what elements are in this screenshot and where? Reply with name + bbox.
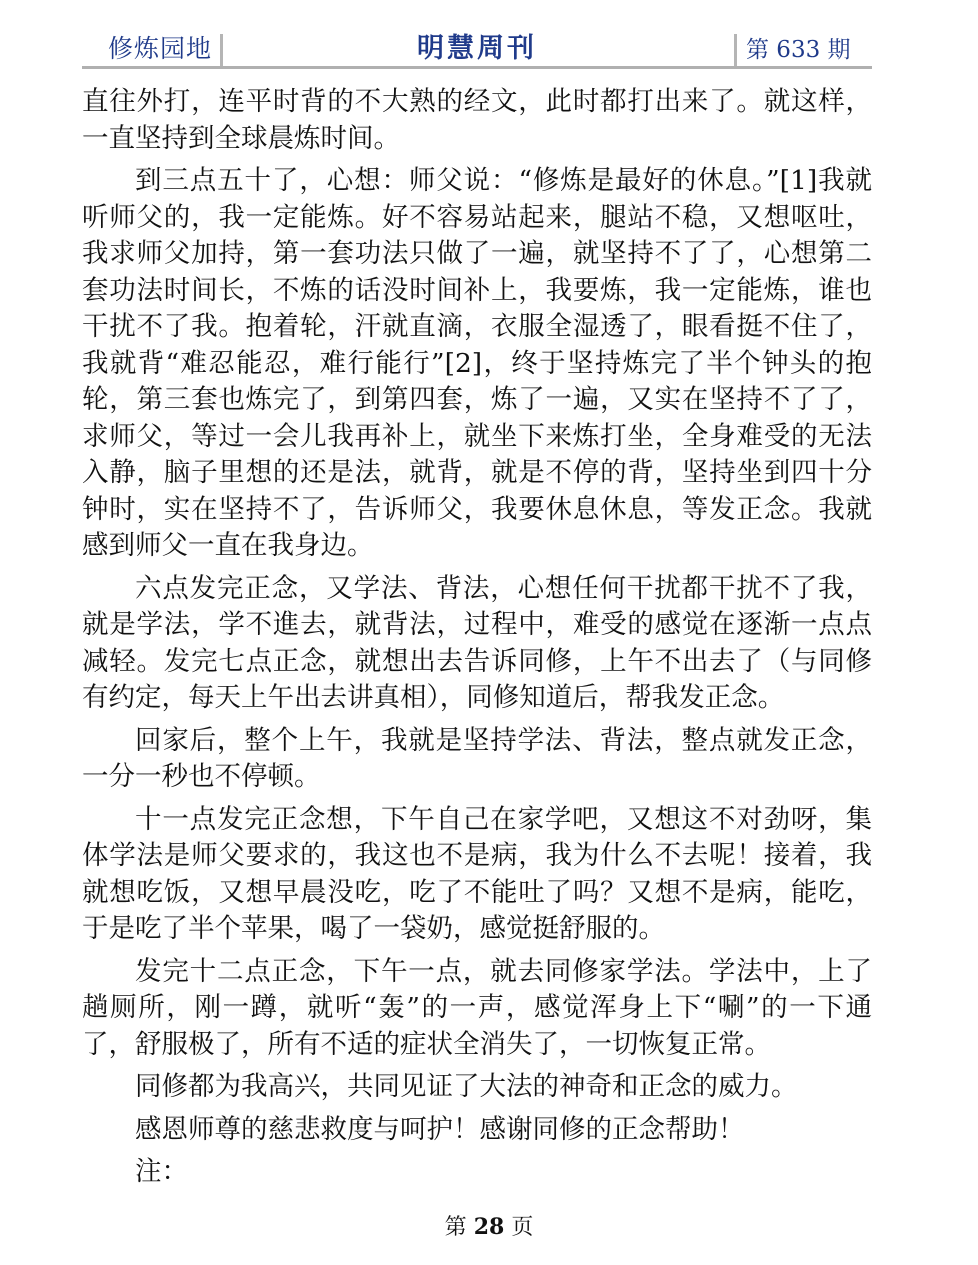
- paragraph: 直往外打，连平时背的不大熟的经文，此时都打出来了。就这样，一直坚持到全球晨炼时间。: [82, 86, 872, 154]
- header-rule: [82, 66, 872, 69]
- paragraph: 到三点五十了，心想：师父说：“修炼是最好的休息。”[1]我就听师父的，我一定能炼。好不容易站起来，腿站不稳，又想呕吐，我求师父加持，第一套功法只做了一遍，就坚持不了了，心想第二套功法时间长，不炼的话没时间补上，我要炼，我一定能炼，谁也干扰不了我。抱着轮，汗就直滴，衣服全湿透了，眼看挺不住了，我就背“难忍能忍，难行能行”[2]，终于坚持炼完了半个钟头的抱轮，第三套也炼完了，到第四套，炼了一遍，又实在坚持不了了，求师父，等过一会儿我再补上，就坐下来炼打坐，全身难受的无法入静，脑子里想的还是法，就背，就是不停的背，坚持坐到四十分钟时，实在坚持不了，告诉师父，我要休息休息，等发正念。我就感到师父一直在我身边。: [82, 165, 872, 561]
- paragraph: 感恩师尊的慈悲救度与呵护！感谢同修的正念帮助！: [135, 1113, 745, 1145]
- paragraph: 六点发完正念，又学法、背法，心想任何干扰都干扰不了我，就是学法，学不進去，就背法，过程中，难受的感觉在逐渐一点点减轻。发完七点正念，就想出去告诉同修，上午不出去了（与同修有约定，每天上午出去讲真相），同修知道后，帮我发正念。: [82, 572, 872, 713]
- page-header: [82, 28, 872, 68]
- paragraph: 十一点发完正念想，下午自己在家学吧，又想这不对劲呀，集体学法是师父要求的，我这也不是病，我为什么不去呢！接着，我就想吃饭，又想早晨没吃，吃了不能吐了吗？又想不是病，能吃，于是吃了半个苹果，喝了一袋奶，感觉挺舒服的。: [82, 803, 872, 944]
- page-suffix: 页: [511, 1215, 534, 1240]
- notes-label: 注：: [135, 1156, 188, 1187]
- issue-number: 第 633 期: [746, 37, 851, 63]
- paragraph: 回家后，整个上午，我就是坚持学法、背法，整点就发正念，一分一秒也不停顿。: [82, 724, 872, 792]
- page-footer: [0, 1210, 978, 1241]
- paragraph: 同修都为我高兴，共同见证了大法的神奇和正念的威力。: [135, 1071, 798, 1102]
- article-body: [82, 84, 872, 1191]
- page-number: 28: [473, 1214, 505, 1240]
- header-divider-right: [734, 34, 737, 66]
- publication-title: 明慧周刊: [417, 33, 537, 64]
- paragraph: 发完十二点正念，下午一点，就去同修家学法。学法中，上了趟厕所，刚一蹲，就听“轰”的一声，感觉浑身上下“唰”的一下通了，舒服极了，所有不适的症状全消失了，一切恢复正常。: [82, 955, 872, 1060]
- page-prefix: 第: [444, 1215, 467, 1240]
- section-name: 修炼园地: [108, 34, 213, 63]
